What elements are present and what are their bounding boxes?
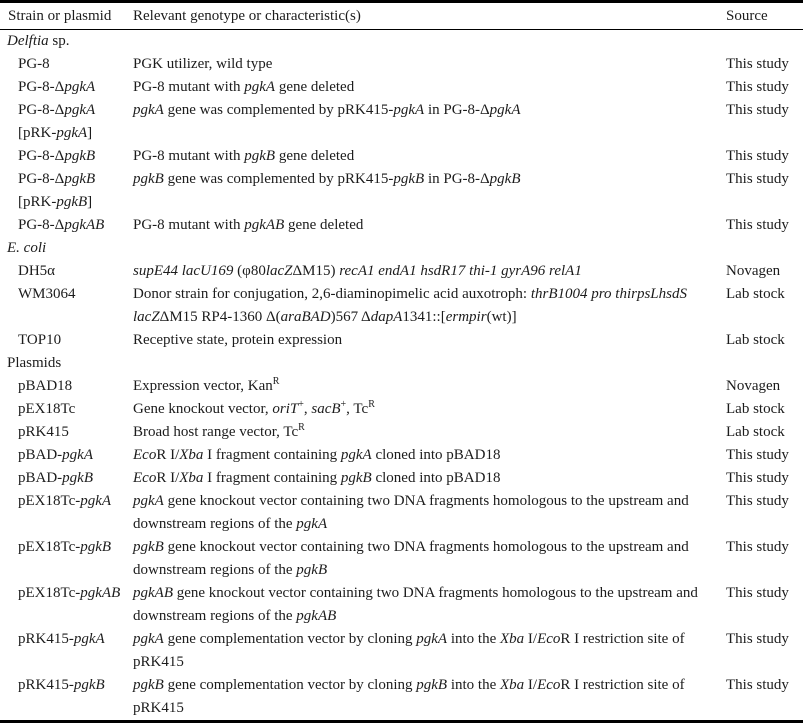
text-line: pgkB gene knockout vector containing two DNA fragments homologous to the upstream and xyxy=(133,539,689,555)
genotype-cell xyxy=(133,260,718,283)
strain-name-cell xyxy=(0,444,133,467)
source-cell: Lab stock xyxy=(726,286,785,302)
genotype-cell xyxy=(133,329,718,352)
section-row xyxy=(0,237,803,260)
text-line: pgkA gene complementation vector by cloning pgkA into the Xba I/EcoR I restriction site of xyxy=(133,631,685,647)
source-cell: Lab stock xyxy=(726,401,785,417)
text-line: pBAD-pgkA xyxy=(18,447,93,463)
genotype-cell xyxy=(133,421,718,444)
text-line: pRK415 xyxy=(18,424,69,440)
text-line: PG-8-ΔpgkB xyxy=(18,171,96,187)
genotype-cell xyxy=(133,628,718,674)
source-cell: This study xyxy=(726,102,789,118)
table-row xyxy=(0,260,803,283)
source-cell: This study xyxy=(726,171,789,187)
table-row xyxy=(0,536,803,582)
text-line: pgkAB gene knockout vector containing two DNA fragments homologous to the upstream and xyxy=(133,585,698,601)
strain-name-cell xyxy=(0,260,133,283)
genotype-cell xyxy=(133,375,718,398)
strain-name-cell xyxy=(0,674,133,722)
text-line: pRK415 xyxy=(133,700,184,716)
text-line: [pRK-pgkB] xyxy=(18,194,93,210)
text-line: [pRK-pgkA] xyxy=(18,125,93,141)
table-row xyxy=(0,444,803,467)
text-line: pgkA gene knockout vector containing two DNA fragments homologous to the upstream and xyxy=(133,493,689,509)
section-row xyxy=(0,352,803,375)
table-row xyxy=(0,490,803,536)
text-line: downstream regions of the pgkA xyxy=(133,516,328,532)
table-row xyxy=(0,214,803,237)
text-line: Broad host range vector, $Tc^R$ xyxy=(133,422,305,440)
table-row xyxy=(0,283,803,329)
table-row xyxy=(0,99,803,145)
text-line: EcoR I/Xba I fragment containing pgkB cloned into pBAD18 xyxy=(133,470,501,486)
strain-name-cell xyxy=(0,145,133,168)
table-row xyxy=(0,674,803,722)
source-cell: Lab stock xyxy=(726,424,785,440)
strain-name-cell xyxy=(0,375,133,398)
text-line: pgkB gene complementation vector by cloning pgkB into the Xba I/EcoR I restriction site of xyxy=(133,677,685,693)
genotype-cell xyxy=(133,283,718,329)
col-header-source: Source xyxy=(718,2,803,30)
text-line: pBAD-pgkB xyxy=(18,470,93,486)
strain-name-cell xyxy=(0,76,133,99)
text-line: PG-8 xyxy=(18,56,50,72)
text-line: pgkA gene was complemented by pRK415-pgkA in PG-8-ΔpgkA xyxy=(133,102,521,118)
text-line: Gene knockout vector, oriT+, sacB+, $Tc^R$ xyxy=(133,399,375,417)
text-line: supE44 lacU169 (φ80lacZΔM15) recA1 endA1 hsdR17 thi-1 gyrA96 relA1 xyxy=(133,263,582,279)
text-line: pgkB gene was complemented by pRK415-pgkB in PG-8-ΔpgkB xyxy=(133,171,521,187)
table-row xyxy=(0,145,803,168)
genotype-cell xyxy=(133,168,718,214)
table-row xyxy=(0,329,803,352)
source-cell: Novagen xyxy=(726,263,781,279)
genotype-cell xyxy=(133,536,718,582)
source-cell: This study xyxy=(726,79,789,95)
text-line: Expression vector, Kan$^R$ xyxy=(133,376,280,394)
text-line: PG-8-ΔpgkB xyxy=(18,148,96,164)
text-line: downstream regions of the pgkB xyxy=(133,562,328,578)
text-line: pRK415-pgkB xyxy=(18,677,105,693)
genotype-cell xyxy=(133,53,718,76)
text-line: pRK415 xyxy=(133,654,184,670)
genotype-cell xyxy=(133,674,718,722)
genotype-cell xyxy=(133,444,718,467)
table-row xyxy=(0,76,803,99)
strain-name-cell xyxy=(0,398,133,421)
genotype-cell xyxy=(133,398,718,421)
text-line: EcoR I/Xba I fragment containing pgkA cloned into pBAD18 xyxy=(133,447,501,463)
source-cell: This study xyxy=(726,493,789,509)
text-line: Receptive state, protein expression xyxy=(133,332,343,348)
strain-name-cell xyxy=(0,490,133,536)
source-cell: This study xyxy=(726,148,789,164)
genotype-cell xyxy=(133,214,718,237)
strain-name-cell xyxy=(0,421,133,444)
text-line: PG-8 mutant with pgkA gene deleted xyxy=(133,79,355,95)
col-header-genotype: Relevant genotype or characteristic(s) xyxy=(133,2,718,30)
strain-name-cell xyxy=(0,99,133,145)
strain-name-cell xyxy=(0,329,133,352)
section-label: Delftia sp. xyxy=(7,33,70,49)
table-row xyxy=(0,421,803,444)
strain-name-cell xyxy=(0,214,133,237)
genotype-cell xyxy=(133,582,718,628)
genotype-cell xyxy=(133,76,718,99)
section-label: E. coli xyxy=(7,240,47,256)
col-header-strain: Strain or plasmid xyxy=(0,2,133,30)
strain-name-cell xyxy=(0,283,133,329)
header-row xyxy=(0,2,803,30)
text-line: PG-8 mutant with pgkB gene deleted xyxy=(133,148,355,164)
section-row xyxy=(0,30,803,54)
section-label: Plasmids xyxy=(7,355,62,371)
table-row xyxy=(0,582,803,628)
source-cell: This study xyxy=(726,447,789,463)
text-line: pEX18Tc xyxy=(18,401,76,417)
text-line: pBAD18 xyxy=(18,378,73,394)
strain-name-cell xyxy=(0,168,133,214)
source-cell: This study xyxy=(726,470,789,486)
text-line: WM3064 xyxy=(18,286,76,302)
text-line: PGK utilizer, wild type xyxy=(133,56,273,72)
table-row xyxy=(0,398,803,421)
genotype-cell xyxy=(133,467,718,490)
text-line: DH5α xyxy=(18,263,56,279)
table-body xyxy=(0,30,803,722)
text-line: pRK415-pgkA xyxy=(18,631,105,647)
strain-name-cell xyxy=(0,628,133,674)
text-line: downstream regions of the pgkAB xyxy=(133,608,337,624)
text-line: TOP10 xyxy=(18,332,62,348)
strain-name-cell xyxy=(0,536,133,582)
text-line: PG-8-ΔpgkA xyxy=(18,79,96,95)
source-cell: This study xyxy=(726,585,789,601)
source-cell: Novagen xyxy=(726,378,781,394)
text-line: pEX18Tc-pgkAB xyxy=(18,585,121,601)
genotype-cell xyxy=(133,99,718,145)
text-line: PG-8-ΔpgkA xyxy=(18,102,96,118)
source-cell: This study xyxy=(726,677,789,693)
source-cell: Lab stock xyxy=(726,332,785,348)
text-line: PG-8 mutant with pgkAB gene deleted xyxy=(133,217,364,233)
source-cell: This study xyxy=(726,217,789,233)
table-row xyxy=(0,628,803,674)
table-row xyxy=(0,168,803,214)
strain-name-cell xyxy=(0,53,133,76)
table-row xyxy=(0,375,803,398)
source-cell: This study xyxy=(726,56,789,72)
text-line: pEX18Tc-pgkB xyxy=(18,539,112,555)
strain-name-cell xyxy=(0,467,133,490)
strain-name-cell xyxy=(0,582,133,628)
text-line: lacZΔM15 RP4-1360 Δ(araBAD)567 ΔdapA1341::[ermpir(wt)] xyxy=(133,309,517,325)
text-line: PG-8-ΔpgkAB xyxy=(18,217,105,233)
source-cell: This study xyxy=(726,539,789,555)
genotype-cell xyxy=(133,145,718,168)
genotype-cell xyxy=(133,490,718,536)
text-line: Donor strain for conjugation, 2,6-diaminopimelic acid auxotroph: thrB1004 pro thirpsLhsdS xyxy=(133,286,687,302)
source-cell: This study xyxy=(726,631,789,647)
table-row xyxy=(0,467,803,490)
text-line: pEX18Tc-pgkA xyxy=(18,493,112,509)
table-row xyxy=(0,53,803,76)
